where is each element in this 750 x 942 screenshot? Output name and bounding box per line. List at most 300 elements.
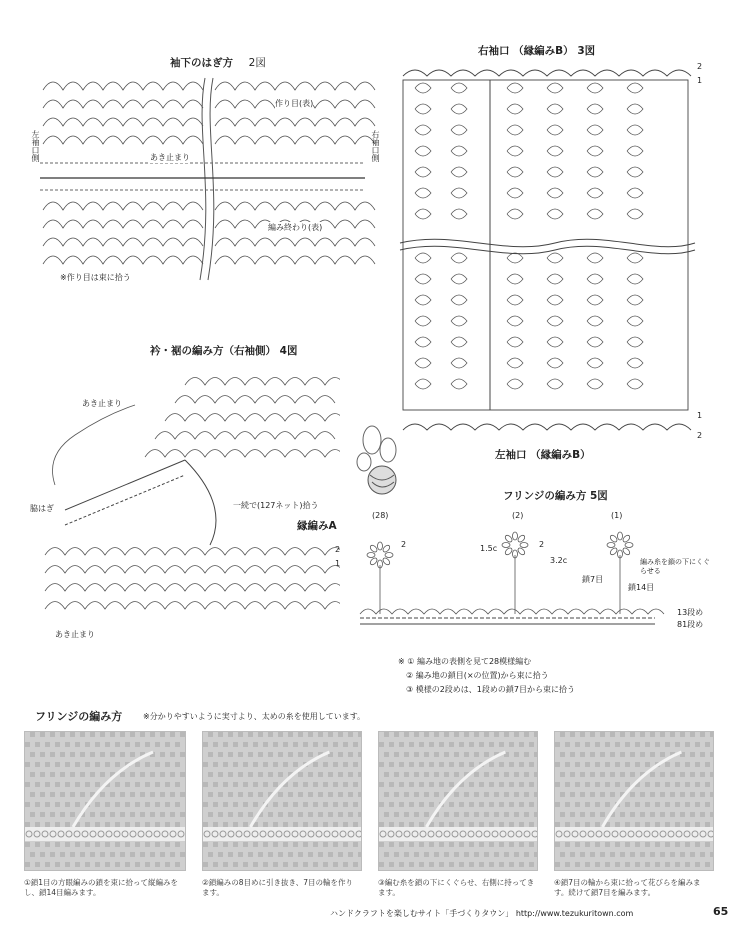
diagram5-row-label: 13段め — [677, 608, 704, 617]
gingham-check — [323, 822, 328, 827]
gingham-check — [303, 842, 308, 847]
gingham-check — [424, 732, 429, 737]
lattice-cell — [587, 379, 603, 389]
gingham-check — [30, 812, 35, 817]
gingham-check — [175, 862, 180, 867]
gingham-check — [534, 792, 537, 797]
gingham-check — [499, 802, 504, 807]
gingham-check — [524, 752, 529, 757]
gingham-check — [248, 732, 253, 737]
gingham-check — [635, 762, 640, 767]
gingham-check — [605, 782, 610, 787]
gingham-check — [60, 752, 65, 757]
gingham-check — [55, 842, 60, 847]
gingham-check — [585, 862, 590, 867]
gingham-check — [70, 752, 75, 757]
gingham-check — [615, 842, 620, 847]
gingham-check — [414, 852, 419, 857]
gingham-check — [484, 752, 489, 757]
gingham-check — [665, 822, 670, 827]
gingham-check — [248, 852, 253, 857]
gingham-check — [180, 812, 185, 817]
gingham-check — [524, 772, 529, 777]
gingham-check — [489, 802, 494, 807]
gingham-check — [175, 762, 180, 767]
lattice-cell — [507, 274, 523, 284]
gingham-check — [283, 802, 288, 807]
gingham-check — [419, 742, 424, 747]
gingham-check — [80, 732, 85, 737]
gingham-check — [155, 862, 160, 867]
gingham-check — [429, 862, 434, 867]
gingham-check — [150, 772, 155, 777]
gingham-check — [585, 742, 590, 747]
gingham-check — [509, 842, 514, 847]
scallop-row — [45, 584, 340, 592]
gingham-check — [273, 842, 278, 847]
gingham-check — [620, 732, 625, 737]
gingham-check — [625, 842, 630, 847]
gingham-check — [268, 772, 273, 777]
gingham-check — [233, 762, 238, 767]
gingham-check — [439, 782, 444, 787]
gingham-check — [700, 752, 705, 757]
gingham-check — [605, 742, 610, 747]
gingham-check — [685, 762, 690, 767]
gingham-check — [298, 852, 303, 857]
gingham-check — [379, 862, 384, 867]
gingham-check — [338, 772, 343, 777]
diagram4-pickup: 一続で(127ネット)拾う — [233, 501, 319, 510]
gingham-check — [253, 862, 258, 867]
crochet-band — [25, 827, 185, 841]
gingham-check — [399, 782, 404, 787]
gingham-check — [333, 742, 338, 747]
gingham-check — [509, 802, 514, 807]
gingham-check — [333, 762, 338, 767]
gingham-check — [135, 822, 140, 827]
petal — [502, 543, 510, 548]
gingham-check — [85, 762, 90, 767]
gingham-check — [100, 852, 105, 857]
gingham-check — [600, 732, 605, 737]
lattice-cell — [507, 358, 523, 368]
gingham-check — [145, 782, 150, 787]
gingham-check — [560, 812, 565, 817]
gingham-check — [434, 792, 439, 797]
gingham-check — [298, 772, 303, 777]
gingham-check — [115, 822, 120, 827]
gingham-check — [560, 792, 565, 797]
gingham-check — [110, 812, 115, 817]
gingham-check — [645, 742, 650, 747]
gingham-check — [650, 792, 655, 797]
gingham-check — [170, 772, 175, 777]
gingham-check — [308, 732, 313, 737]
lattice-cell — [587, 167, 603, 177]
gingham-check — [45, 742, 50, 747]
scallop-row — [185, 378, 340, 386]
gingham-check — [565, 862, 570, 867]
gingham-check — [65, 742, 70, 747]
gingham-check — [60, 792, 65, 797]
gingham-check — [690, 792, 695, 797]
gingham-check — [585, 842, 590, 847]
gingham-check — [590, 732, 595, 737]
gingham-check — [358, 792, 361, 797]
gingham-check — [529, 862, 534, 867]
gingham-check — [228, 732, 233, 737]
gingham-check — [665, 782, 670, 787]
gingham-check — [514, 772, 519, 777]
petal — [382, 544, 391, 553]
gingham-check — [343, 762, 348, 767]
gingham-check — [384, 752, 389, 757]
scallop-row — [43, 238, 203, 246]
gingham-check — [384, 772, 389, 777]
gingham-check — [590, 852, 595, 857]
scallop-row — [45, 566, 340, 574]
gingham-check — [288, 752, 293, 757]
gingham-check — [449, 842, 454, 847]
gingham-check — [338, 852, 343, 857]
gingham-check — [640, 752, 645, 757]
gingham-check — [318, 792, 323, 797]
gingham-check — [30, 772, 35, 777]
petal — [622, 534, 631, 543]
gingham-check — [645, 762, 650, 767]
gingham-check — [414, 732, 419, 737]
gingham-check — [655, 802, 660, 807]
scallop-row — [43, 118, 203, 126]
gingham-check — [454, 772, 459, 777]
gingham-check — [70, 772, 75, 777]
lattice-cell — [507, 337, 523, 347]
gingham-check — [223, 842, 228, 847]
gingham-check — [605, 862, 610, 867]
gingham-check — [690, 812, 695, 817]
lattice-cell — [587, 316, 603, 326]
gingham-check — [263, 822, 268, 827]
gingham-check — [323, 842, 328, 847]
lattice-cell — [415, 379, 431, 389]
gingham-check — [605, 842, 610, 847]
gingham-check — [100, 812, 105, 817]
lattice-cell — [627, 167, 643, 177]
gingham-check — [233, 842, 238, 847]
lattice-cell — [451, 83, 467, 93]
gingham-check — [509, 782, 514, 787]
gingham-check — [145, 802, 150, 807]
gingham-check — [203, 802, 208, 807]
gingham-check — [233, 862, 238, 867]
gingham-check — [625, 822, 630, 827]
gingham-check — [75, 782, 80, 787]
gingham-check — [625, 762, 630, 767]
gingham-check — [509, 822, 514, 827]
gingham-check — [258, 852, 263, 857]
lattice-cell — [451, 125, 467, 135]
lattice-cell — [547, 167, 563, 177]
gingham-check — [313, 822, 318, 827]
wave-break — [400, 246, 695, 254]
gingham-check — [705, 822, 710, 827]
gingham-check — [524, 852, 529, 857]
gingham-check — [35, 822, 40, 827]
diagram5-title: フリンジの編み方 5図 — [503, 490, 608, 502]
gingham-check — [555, 842, 560, 847]
gingham-check — [223, 762, 228, 767]
gingham-check — [660, 752, 665, 757]
gingham-check — [534, 732, 537, 737]
gingham-check — [358, 812, 361, 817]
lattice-cell — [627, 188, 643, 198]
lattice-cell — [587, 337, 603, 347]
gingham-check — [155, 822, 160, 827]
gingham-check — [170, 752, 175, 757]
gingham-check — [165, 822, 170, 827]
lattice-cell — [451, 167, 467, 177]
gingham-check — [110, 792, 115, 797]
diagram4-row-mark: 2 — [335, 545, 341, 554]
gingham-check — [283, 822, 288, 827]
gingham-check — [233, 822, 238, 827]
gingham-check — [135, 782, 140, 787]
gingham-check — [675, 762, 680, 767]
gingham-check — [685, 782, 690, 787]
gingham-check — [90, 812, 95, 817]
gingham-check — [223, 742, 228, 747]
gingham-check — [358, 752, 361, 757]
gingham-check — [645, 822, 650, 827]
gingham-check — [680, 732, 685, 737]
gingham-check — [635, 822, 640, 827]
gingham-check — [288, 852, 293, 857]
gingham-check — [203, 762, 208, 767]
gingham-check — [580, 732, 585, 737]
lattice-cell — [547, 125, 563, 135]
gingham-check — [50, 772, 55, 777]
gingham-check — [238, 852, 243, 857]
gingham-check — [630, 812, 635, 817]
gingham-check — [690, 752, 695, 757]
petal — [520, 543, 528, 548]
gingham-check — [615, 742, 620, 747]
petal — [609, 547, 618, 556]
gingham-check — [40, 792, 45, 797]
gingham-check — [514, 752, 519, 757]
gingham-check — [208, 792, 213, 797]
gingham-check — [695, 742, 700, 747]
gingham-check — [484, 792, 489, 797]
diagram4-seam: 脇はぎ — [30, 504, 54, 513]
gingham-check — [695, 782, 700, 787]
gingham-check — [499, 842, 504, 847]
gingham-check — [293, 862, 298, 867]
gingham-check — [529, 742, 534, 747]
gingham-check — [630, 792, 635, 797]
gingham-check — [690, 732, 695, 737]
gingham-check — [655, 842, 660, 847]
gingham-check — [25, 762, 30, 767]
gingham-check — [474, 812, 479, 817]
gingham-check — [150, 732, 155, 737]
gingham-check — [238, 772, 243, 777]
gingham-check — [208, 752, 213, 757]
gingham-check — [25, 822, 30, 827]
gingham-check — [670, 732, 675, 737]
gingham-check — [288, 812, 293, 817]
gingham-check — [655, 742, 660, 747]
scallop-row — [45, 602, 340, 610]
gingham-check — [248, 812, 253, 817]
gingham-check — [595, 742, 600, 747]
gingham-check — [484, 852, 489, 857]
gingham-check — [464, 732, 469, 737]
gingham-check — [308, 772, 313, 777]
gingham-check — [595, 762, 600, 767]
gingham-check — [389, 742, 394, 747]
gingham-check — [35, 762, 40, 767]
gingham-check — [218, 792, 223, 797]
gingham-check — [560, 772, 565, 777]
diagram5-yarn: 編み糸を鎖の下にくぐらせる — [640, 558, 710, 575]
gingham-check — [655, 862, 660, 867]
gingham-check — [155, 762, 160, 767]
gingham-check — [404, 772, 409, 777]
gingham-check — [705, 802, 710, 807]
gingham-check — [660, 732, 665, 737]
gingham-check — [474, 732, 479, 737]
scallop-row — [165, 414, 340, 422]
gingham-check — [338, 812, 343, 817]
gingham-check — [323, 762, 328, 767]
gingham-check — [494, 772, 499, 777]
gingham-check — [519, 782, 524, 787]
scallop-row — [145, 450, 340, 458]
gingham-check — [379, 822, 384, 827]
gingham-check — [464, 812, 469, 817]
gingham-check — [640, 732, 645, 737]
gingham-check — [429, 802, 434, 807]
gingham-check — [135, 762, 140, 767]
gingham-check — [135, 742, 140, 747]
petal — [513, 532, 518, 540]
gingham-check — [620, 852, 625, 857]
gingham-check — [165, 742, 170, 747]
gingham-check — [399, 842, 404, 847]
lattice-cell — [627, 83, 643, 93]
lattice-cell — [627, 146, 643, 156]
gingham-check — [379, 842, 384, 847]
lattice-cell — [451, 209, 467, 219]
gingham-check — [499, 862, 504, 867]
gingham-check — [353, 842, 358, 847]
gingham-check — [283, 842, 288, 847]
gingham-check — [399, 742, 404, 747]
gingham-check — [343, 822, 348, 827]
gingham-check — [454, 812, 459, 817]
gingham-check — [140, 732, 145, 737]
gingham-check — [238, 732, 243, 737]
gingham-check — [565, 762, 570, 767]
petal — [625, 543, 633, 548]
lattice-cell — [547, 104, 563, 114]
gingham-check — [358, 772, 361, 777]
gingham-check — [615, 782, 620, 787]
gingham-check — [399, 822, 404, 827]
lattice-cell — [415, 188, 431, 198]
gingham-check — [444, 772, 449, 777]
gingham-check — [665, 842, 670, 847]
gingham-check — [469, 782, 474, 787]
gingham-check — [268, 852, 273, 857]
gingham-check — [675, 822, 680, 827]
gingham-check — [218, 852, 223, 857]
gingham-check — [580, 752, 585, 757]
gingham-check — [389, 802, 394, 807]
gingham-check — [479, 822, 484, 827]
gingham-check — [135, 802, 140, 807]
lattice-cell — [415, 295, 431, 305]
gingham-check — [439, 822, 444, 827]
gingham-check — [670, 792, 675, 797]
gingham-check — [105, 742, 110, 747]
gingham-check — [253, 782, 258, 787]
gingham-check — [399, 862, 404, 867]
gingham-check — [358, 852, 361, 857]
gingham-check — [45, 782, 50, 787]
gingham-check — [308, 812, 313, 817]
gingham-check — [308, 852, 313, 857]
photo-texture — [203, 732, 361, 870]
gingham-check — [394, 792, 399, 797]
gingham-check — [100, 772, 105, 777]
gingham-check — [585, 782, 590, 787]
gingham-check — [489, 842, 494, 847]
step-photo-4 — [554, 731, 714, 871]
break-line — [208, 78, 214, 280]
gingham-check — [228, 792, 233, 797]
lattice-cell — [507, 253, 523, 263]
gingham-check — [680, 812, 685, 817]
diagram2-label-right: 右袖口側 — [371, 130, 380, 162]
gingham-check — [203, 862, 208, 867]
gingham-check — [519, 822, 524, 827]
gingham-check — [710, 852, 713, 857]
gingham-check — [85, 742, 90, 747]
gingham-check — [25, 862, 30, 867]
gingham-check — [600, 812, 605, 817]
gingham-check — [514, 732, 519, 737]
gingham-check — [130, 772, 135, 777]
diagram3-row-mark: 2 — [697, 431, 703, 440]
photo-texture — [555, 732, 713, 870]
gingham-check — [323, 802, 328, 807]
gingham-check — [70, 812, 75, 817]
gingham-check — [710, 752, 713, 757]
gingham-check — [228, 772, 233, 777]
lattice-cell — [451, 146, 467, 156]
gingham-check — [238, 752, 243, 757]
gingham-check — [469, 762, 474, 767]
gingham-check — [165, 862, 170, 867]
gingham-check — [570, 852, 575, 857]
gingham-check — [55, 762, 60, 767]
gingham-check — [328, 812, 333, 817]
gingham-check — [105, 802, 110, 807]
gingham-check — [70, 732, 75, 737]
